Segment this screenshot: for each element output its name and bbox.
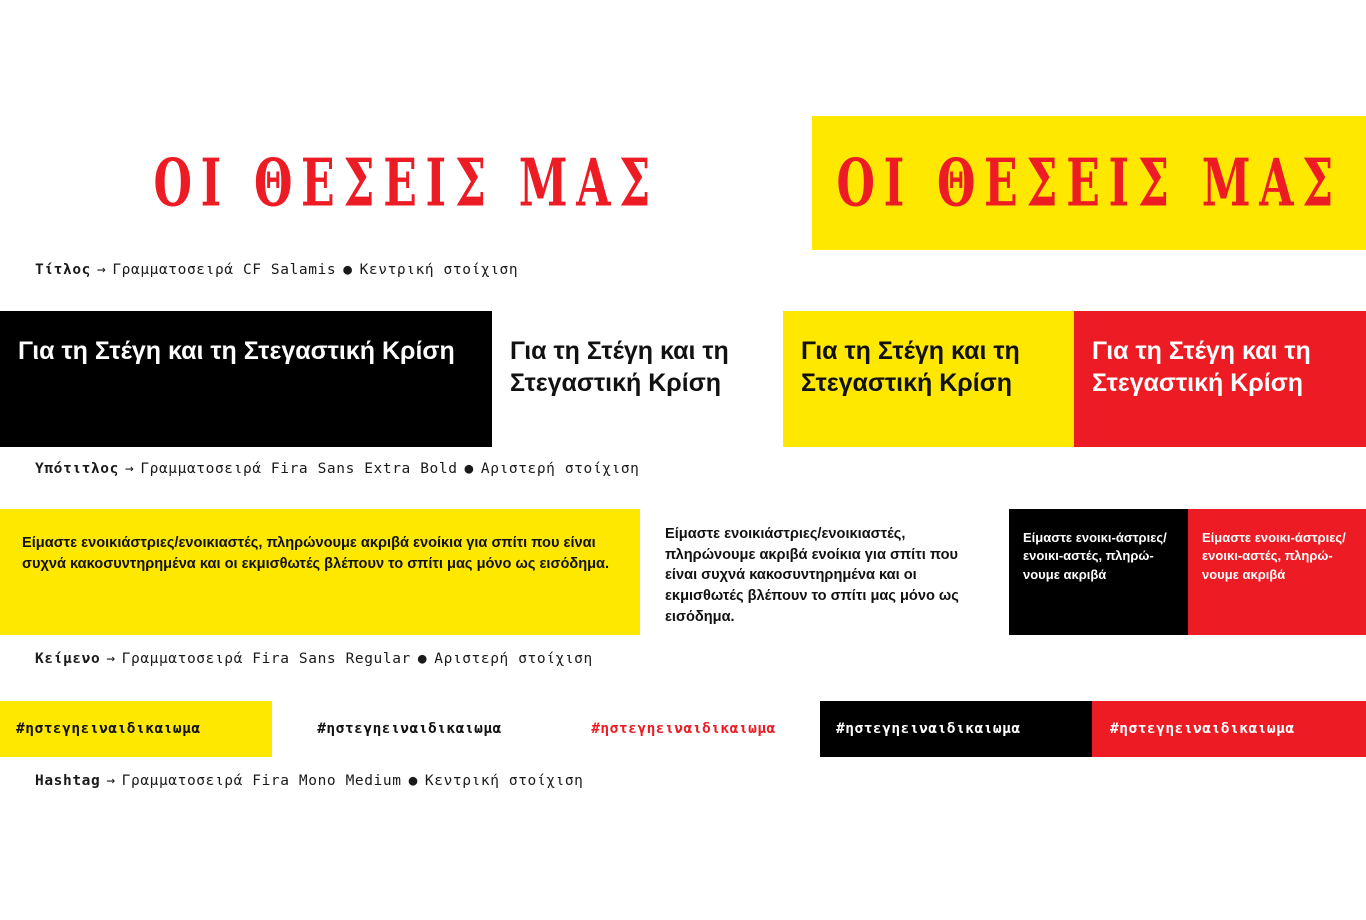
caption-hashtag — [35, 773, 584, 789]
caption-hashtag-font: Γραμματοσειρά Fira Mono Medium — [121, 773, 402, 789]
subtitle-specimen-row — [0, 311, 1366, 447]
caption-title — [35, 262, 518, 278]
arrow-icon: → — [106, 773, 116, 789]
caption-hashtag-align: Κεντρική στοίχιση — [424, 773, 584, 789]
caption-subtitle-label: Υπότιτλος — [35, 461, 119, 477]
arrow-icon: → — [106, 651, 116, 667]
bullet-icon: ● — [343, 262, 353, 278]
bullet-icon: ● — [417, 651, 428, 667]
hashtag-specimen-red: #ηστεγηειναιδικαιωμα — [1092, 701, 1366, 757]
body-specimen-white: Είμαστε ενοικιάστριες/ενοικιαστές, πληρώνουμε ακριβά ενοίκια για σπίτι που είναι συχνά κακοσυντηρημένα και οι εκμισθωτές βλέπουν το σπίτι μας μόνο ως εισόδημα. — [665, 509, 985, 635]
body-specimen-row — [0, 509, 1366, 635]
hashtag-specimen-black: #ηστεγηειναιδικαιωμα — [820, 701, 1092, 757]
arrow-icon: → — [96, 262, 107, 278]
title-specimen-white — [0, 116, 812, 250]
caption-body-align: Αριστερή στοίχιση — [434, 651, 593, 667]
subtitle-specimen-red: Για τη Στέγη και τη Στεγαστική Κρίση — [1074, 311, 1366, 447]
caption-title-font: Γραμματοσειρά CF Salamis — [112, 262, 337, 278]
bullet-icon: ● — [408, 773, 418, 789]
hashtag-specimen-white-red: #ηστεγηειναιδικαιωμα — [547, 701, 820, 757]
title-specimen-yellow — [812, 116, 1366, 250]
body-specimen-yellow: Είμαστε ενοικιάστριες/ενοικιαστές, πληρώνουμε ακριβά ενοίκια για σπίτι που είναι συχνά κακοσυντηρημένα και οι εκμισθωτές βλέπουν το σπίτι μας μόνο ως εισόδημα. — [0, 509, 640, 635]
body-specimen-red: Είμαστε ενοικι-άστριες/ενοικι-αστές, πληρώ-νουμε ακριβά — [1188, 509, 1366, 635]
caption-title-align: Κεντρική στοίχιση — [359, 262, 519, 278]
title-specimen-row — [0, 116, 1366, 250]
subtitle-specimen-black: Για τη Στέγη και τη Στεγαστική Κρίση — [0, 311, 492, 447]
caption-body — [35, 651, 593, 667]
caption-subtitle — [35, 461, 639, 477]
arrow-icon: → — [124, 461, 135, 477]
subtitle-specimen-white: Για τη Στέγη και τη Στεγαστική Κρίση — [492, 311, 783, 447]
caption-subtitle-align: Αριστερή στοίχιση — [480, 461, 640, 477]
body-specimen-black: Είμαστε ενοικι-άστριες/ενοικι-αστές, πληρώ-νουμε ακριβά — [1009, 509, 1188, 635]
title-text-red-on-white: ΟΙ ΘΕΣΕΙΣ ΜΑΣ — [153, 144, 659, 222]
subtitle-specimen-yellow: Για τη Στέγη και τη Στεγαστική Κρίση — [783, 311, 1074, 447]
caption-subtitle-font: Γραμματοσειρά Fira Sans Extra Bold — [140, 461, 458, 477]
bullet-icon: ● — [464, 461, 474, 477]
caption-body-label: Κείμενο — [35, 651, 101, 667]
hashtag-specimen-row — [0, 701, 1366, 757]
caption-title-label: Τίτλος — [35, 262, 91, 278]
caption-body-font: Γραμματοσειρά Fira Sans Regular — [121, 651, 411, 667]
hashtag-specimen-yellow: #ηστεγηειναιδικαιωμα — [0, 701, 272, 757]
caption-hashtag-label: Hashtag — [35, 773, 101, 789]
title-text-red-on-yellow: ΟΙ ΘΕΣΕΙΣ ΜΑΣ — [836, 144, 1342, 222]
hashtag-specimen-white-black: #ηστεγηειναιδικαιωμα — [272, 701, 547, 757]
